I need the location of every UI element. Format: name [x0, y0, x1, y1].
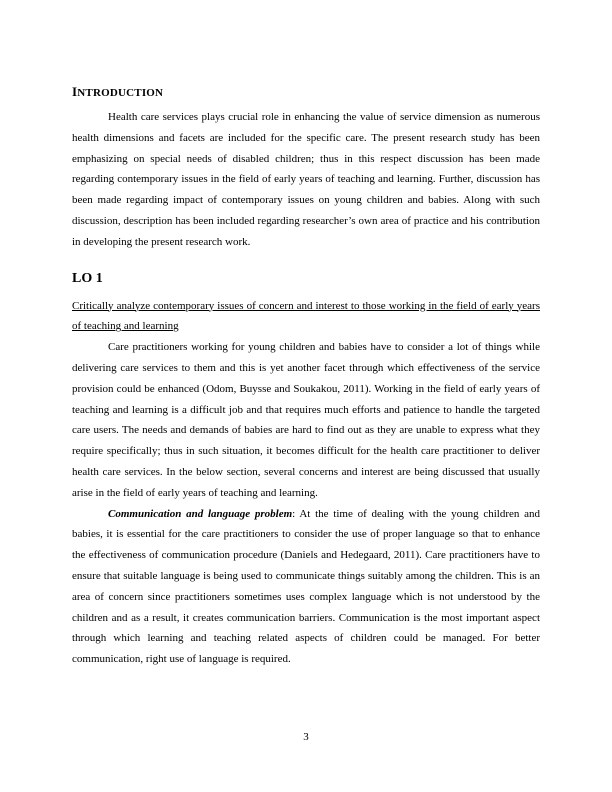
document-page	[72, 84, 540, 670]
introduction-heading-rest: NTRODUCTION	[77, 87, 164, 99]
lo1-paragraph-2	[72, 504, 540, 670]
introduction-heading	[72, 84, 540, 101]
page-number: 3	[303, 731, 309, 743]
lo1-subheading: Critically analyze contemporary issues of concern and interest to those working in the field of early years of teaching and learning	[72, 299, 540, 333]
introduction-paragraph: Health care services plays crucial role in enhancing the value of service dimension as numerous health dimensions and facets are included for the specific care. The present research study has been emphasizing on special needs of disabled children; thus in this respect discussion has been made regarding contemporary issues in the field of early years of teaching and learning. Further, discussion has been made regarding impact of contemporary issues on young children and babies. Along with such discussion, description has been included regarding researcher’s own area of practice and his contribution in developing the present research work.	[72, 111, 540, 248]
communication-language-lead: Communication and language problem	[108, 507, 293, 520]
lo1-paragraph-1: Care practitioners working for young children and babies have to consider a lot of things while delivering care services to them and this is yet another facet through which effectiveness of the service provision could be enhanced (Odom, Buysse and Soukakou, 2011). Working in the field of early years of teaching and learning is a difficult job and that requires much efforts and patience to handle the targeted care users. The needs and demands of babies are hard to find out as they are unable to express what they require specifically; thus in such situation, it becomes difficult for the health care practitioner to deliver health care services. In the below section, several concerns and interest are being discussed that usually arise in the field of early years of teaching and learning.	[72, 341, 540, 499]
introduction-heading-initial: I	[72, 84, 78, 99]
lo1-heading: LO 1	[72, 270, 103, 286]
communication-language-body: : At the time of dealing with the young children and babies, it is essential for the care practitioners to consider the use of proper language so that to enhance the effectiveness of communication procedure (Daniels and Hedegaard, 2011). Care practitioners have to ensure that suitable language is being used to communicate things suitably among the children. This is an area of concern since practitioners sometimes uses complex language which is not understood by the children and as a result, it creates communication barriers. Communication is the most important aspect through which learning and teaching related aspects of children could be managed. For better communication, right use of language is required.	[72, 507, 540, 666]
